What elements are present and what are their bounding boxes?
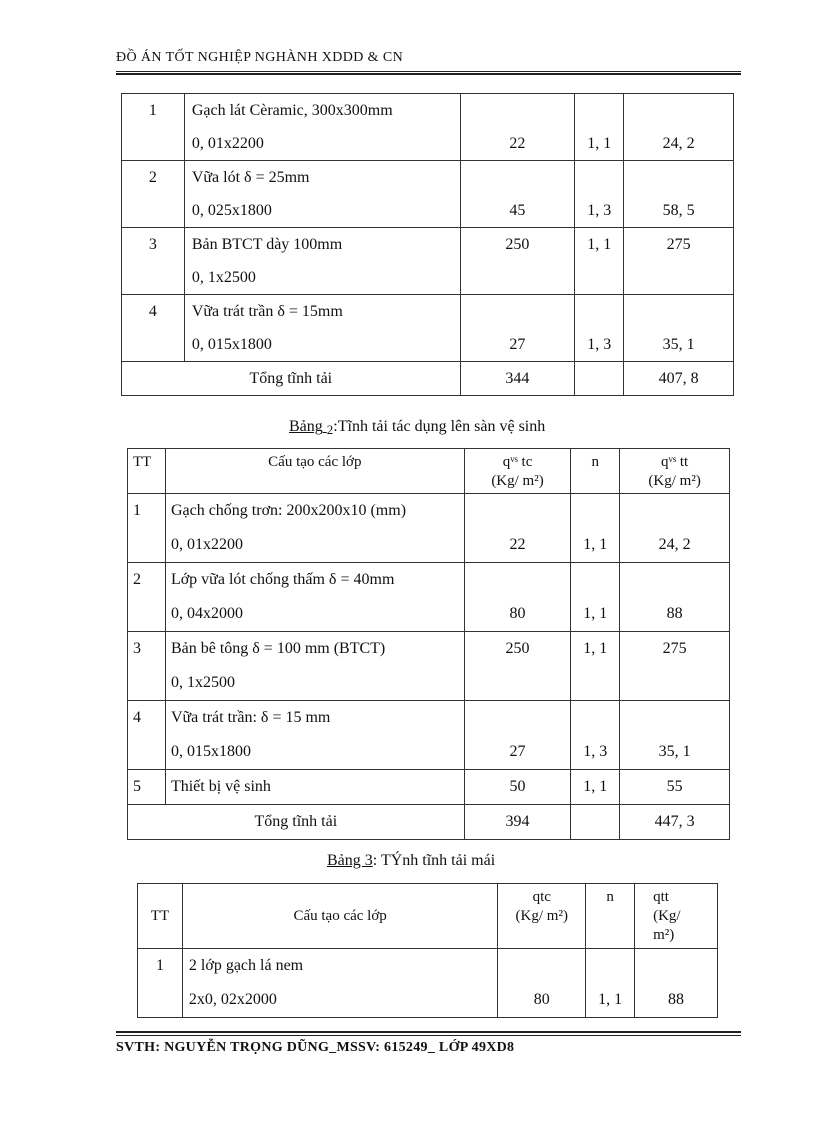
col-n: n <box>591 454 600 470</box>
row-number: 4 <box>133 709 141 726</box>
total-qtc: 394 <box>505 813 530 830</box>
row-number: 1 <box>155 957 164 974</box>
table-row <box>128 770 730 805</box>
row-number: 1 <box>148 102 157 119</box>
row-number: 5 <box>133 778 141 795</box>
col-qtc-unit: (Kg/ m²) <box>491 473 544 489</box>
layer-formula: 0, 04x2000 <box>170 605 243 622</box>
qtt-value: 55 <box>666 778 683 795</box>
qtc-value: 27 <box>509 743 526 760</box>
qtt-value: 24, 2 <box>658 536 691 553</box>
total-label: Tổng tĩnh tải <box>249 370 333 387</box>
page-header: ĐỒ ÁN TỐT NGHIỆP NGHÀNH XDDD & CN <box>116 50 404 65</box>
layer-formula: 0, 025x1800 <box>191 202 272 219</box>
qtt-value: 35, 1 <box>662 336 695 353</box>
layer-name: Bản bê tông δ = 100 mm (BTCT) <box>170 640 386 657</box>
layer-name: Thiết bị vệ sinh <box>170 778 271 795</box>
n-value: 1, 1 <box>587 236 612 253</box>
n-value: 1, 1 <box>583 778 608 795</box>
header-rule-thin <box>116 71 741 72</box>
row-number: 2 <box>148 169 157 186</box>
table-row <box>122 161 734 228</box>
qtc-value: 250 <box>505 640 530 657</box>
n-value: 1, 3 <box>583 743 608 760</box>
layer-formula: 0, 01x2200 <box>170 536 243 553</box>
col-qtc: qᵛˢ tc <box>502 454 533 470</box>
qtc-value: 22 <box>509 536 526 553</box>
layer-formula: 0, 015x1800 <box>191 336 272 353</box>
col-qtc-unit: (Kg/ m²) <box>515 908 568 924</box>
col-layers: Cấu tạo các lớp <box>293 908 387 924</box>
qtt-value: 88 <box>666 605 683 622</box>
qtc-value: 50 <box>509 778 526 795</box>
qtc-value: 80 <box>533 991 550 1008</box>
col-layers: Cấu tạo các lớp <box>268 454 362 470</box>
qtt-value: 58, 5 <box>662 202 695 219</box>
layer-name: Vữa lót δ = 25mm <box>191 169 310 186</box>
layer-name: Vữa trát trần δ = 15mm <box>191 303 343 320</box>
layer-name: Lớp vữa lót chống thấm δ = 40mm <box>170 571 395 588</box>
col-qtc: qtc <box>532 889 551 905</box>
qtt-value: 275 <box>666 236 691 253</box>
n-value: 1, 1 <box>583 640 608 657</box>
n-value: 1, 1 <box>598 991 623 1008</box>
total-row <box>122 362 734 396</box>
footer-rule-thick <box>116 1031 741 1033</box>
table-row <box>128 494 730 563</box>
header-rule-thick <box>116 73 741 75</box>
footer-rule-thin <box>116 1035 741 1036</box>
table-header-row <box>138 884 718 949</box>
qtc-value: 27 <box>509 336 526 353</box>
qtt-value: 88 <box>668 991 685 1008</box>
layer-name: Vữa trát trần: δ = 15 mm <box>170 709 331 726</box>
col-qtt: qtt <box>653 889 669 905</box>
layer-name: 2 lớp gạch lá nem <box>188 957 304 974</box>
col-qtt-unit-2: m²) <box>653 927 675 943</box>
table-row <box>138 949 718 1018</box>
table-caption-3: Bảng 3: TÝnh tĩnh tải mái <box>327 852 496 869</box>
table-floor-loads <box>121 93 734 396</box>
n-value: 1, 3 <box>587 202 612 219</box>
total-qtt: 447, 3 <box>654 813 695 830</box>
qtt-value: 275 <box>662 640 687 657</box>
n-value: 1, 3 <box>587 336 612 353</box>
table-roof-loads <box>137 883 718 1018</box>
row-number: 3 <box>133 640 141 657</box>
layer-name: Gạch chống trơn: 200x200x10 (mm) <box>170 502 407 519</box>
qtc-value: 250 <box>505 236 530 253</box>
qtc-value: 80 <box>509 605 526 622</box>
table-row <box>128 701 730 770</box>
row-number: 3 <box>148 236 157 253</box>
total-row <box>128 805 730 840</box>
total-qtc: 344 <box>505 370 530 387</box>
row-number: 2 <box>133 571 141 588</box>
layer-name: Bản BTCT dày 100mm <box>191 236 343 253</box>
col-n: n <box>606 889 614 905</box>
n-value: 1, 1 <box>587 135 612 152</box>
col-qtt: qᵛˢ tt <box>661 454 689 470</box>
table-bathroom-loads <box>127 448 730 840</box>
table-row <box>128 632 730 701</box>
table-caption-2: Bảng $_2$:Tĩnh tải tác dụng lên sàn vệ sinh <box>289 418 546 437</box>
col-tt: TT <box>150 908 170 924</box>
n-value: 1, 1 <box>583 605 608 622</box>
table-row <box>122 295 734 362</box>
table-row <box>122 228 734 295</box>
table-row <box>128 563 730 632</box>
qtt-value: 24, 2 <box>662 135 695 152</box>
col-qtt-unit: (Kg/ m²) <box>648 473 701 489</box>
qtc-value: 45 <box>509 202 526 219</box>
qtc-value: 22 <box>509 135 526 152</box>
row-number: 1 <box>133 502 141 519</box>
col-qtt-unit: (Kg/ <box>653 908 681 924</box>
row-number: 4 <box>148 303 157 320</box>
total-label: Tổng tĩnh tải <box>254 813 338 830</box>
page-footer: SVTH: NGUYỄN TRỌNG DŨNG_MSSV: 615249_ LỚP 49XD8 <box>116 1040 515 1055</box>
layer-formula: 0, 1x2500 <box>191 269 256 286</box>
layer-formula: 2x0, 02x2000 <box>188 991 277 1008</box>
col-tt: TT <box>133 454 152 470</box>
layer-formula: 0, 01x2200 <box>191 135 264 152</box>
layer-formula: 0, 015x1800 <box>170 743 251 760</box>
table-header-row <box>128 449 730 494</box>
qtt-value: 35, 1 <box>658 743 691 760</box>
table-row <box>122 94 734 161</box>
total-qtt: 407, 8 <box>658 370 699 387</box>
n-value: 1, 1 <box>583 536 608 553</box>
layer-name: Gạch lát Cèramic, 300x300mm <box>191 102 393 119</box>
layer-formula: 0, 1x2500 <box>170 674 235 691</box>
